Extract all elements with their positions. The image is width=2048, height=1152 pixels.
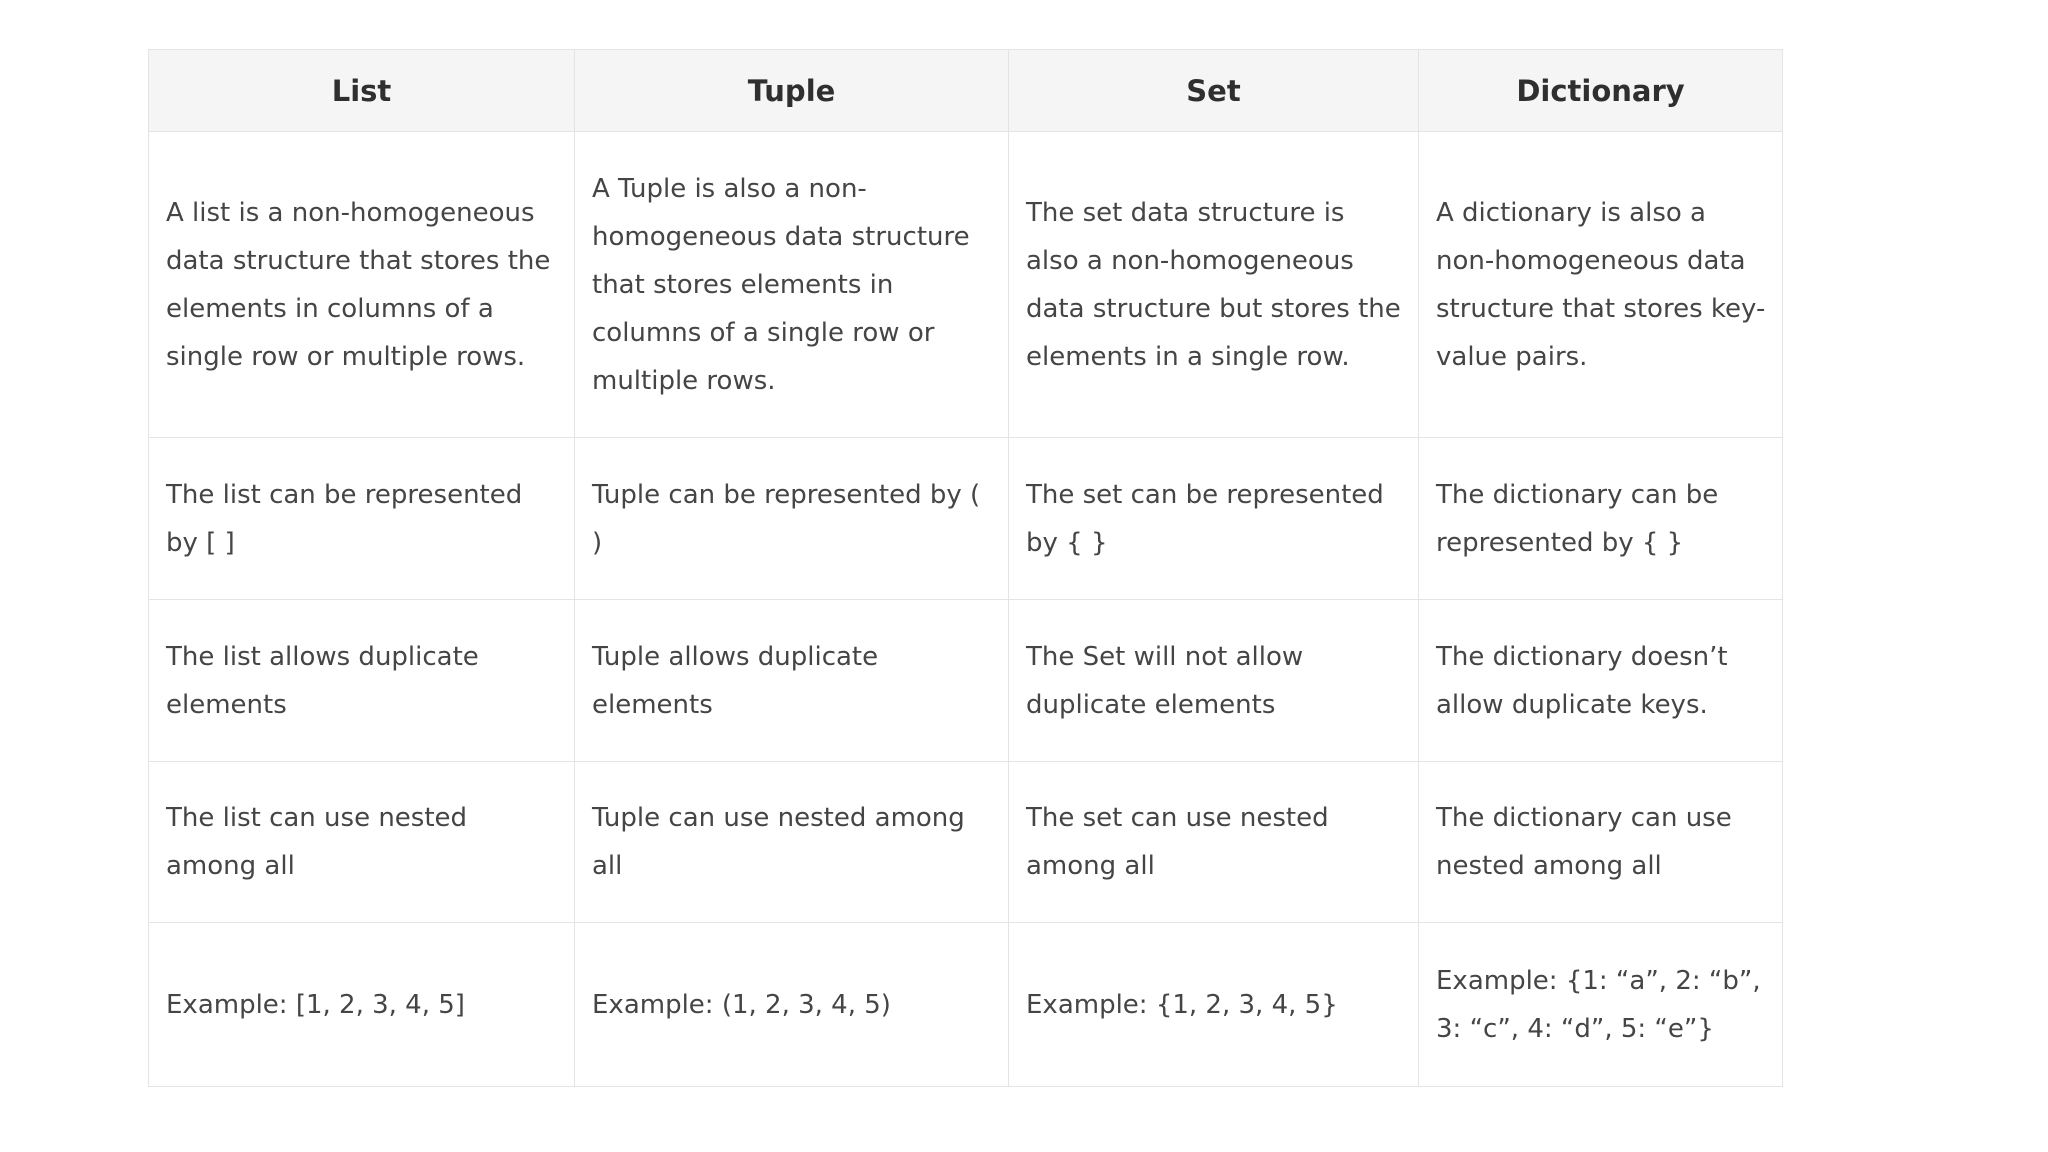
cell-list-representation: The list can be represented by [ ] — [149, 438, 575, 600]
cell-dictionary-example: Example: {1: “a”, 2: “b”, 3: “c”, 4: “d”, 5: “e”} — [1419, 923, 1783, 1087]
comparison-table-container — [148, 49, 1782, 1087]
cell-list-example: Example: [1, 2, 3, 4, 5] — [149, 923, 575, 1087]
table-row-definition — [149, 132, 1783, 438]
table-row-representation — [149, 438, 1783, 600]
header-row — [149, 50, 1783, 132]
cell-tuple-duplicates: Tuple allows duplicate elements — [575, 600, 1009, 762]
cell-tuple-definition: A Tuple is also a non-homogeneous data structure that stores elements in columns of a single row or multiple rows. — [575, 132, 1009, 438]
cell-list-duplicates: The list allows duplicate elements — [149, 600, 575, 762]
cell-set-example: Example: {1, 2, 3, 4, 5} — [1009, 923, 1419, 1087]
cell-set-definition: The set data structure is also a non-homogeneous data structure but stores the elements in a single row. — [1009, 132, 1419, 438]
cell-list-nesting: The list can use nested among all — [149, 762, 575, 923]
cell-set-nesting: The set can use nested among all — [1009, 762, 1419, 923]
cell-tuple-representation: Tuple can be represented by ( ) — [575, 438, 1009, 600]
cell-dictionary-representation: The dictionary can be represented by { } — [1419, 438, 1783, 600]
header-dictionary: Dictionary — [1419, 50, 1783, 132]
cell-tuple-example: Example: (1, 2, 3, 4, 5) — [575, 923, 1009, 1087]
cell-list-definition: A list is a non-homogeneous data structure that stores the elements in columns of a single row or multiple rows. — [149, 132, 575, 438]
table-row-example — [149, 923, 1783, 1087]
header-tuple: Tuple — [575, 50, 1009, 132]
cell-dictionary-duplicates: The dictionary doesn’t allow duplicate keys. — [1419, 600, 1783, 762]
cell-set-duplicates: The Set will not allow duplicate elements — [1009, 600, 1419, 762]
comparison-table — [148, 49, 1783, 1087]
header-set: Set — [1009, 50, 1419, 132]
header-list: List — [149, 50, 575, 132]
cell-tuple-nesting: Tuple can use nested among all — [575, 762, 1009, 923]
cell-set-representation: The set can be represented by { } — [1009, 438, 1419, 600]
cell-dictionary-definition: A dictionary is also a non-homogeneous data structure that stores key-value pairs. — [1419, 132, 1783, 438]
cell-dictionary-nesting: The dictionary can use nested among all — [1419, 762, 1783, 923]
table-row-nesting — [149, 762, 1783, 923]
table-row-duplicates — [149, 600, 1783, 762]
